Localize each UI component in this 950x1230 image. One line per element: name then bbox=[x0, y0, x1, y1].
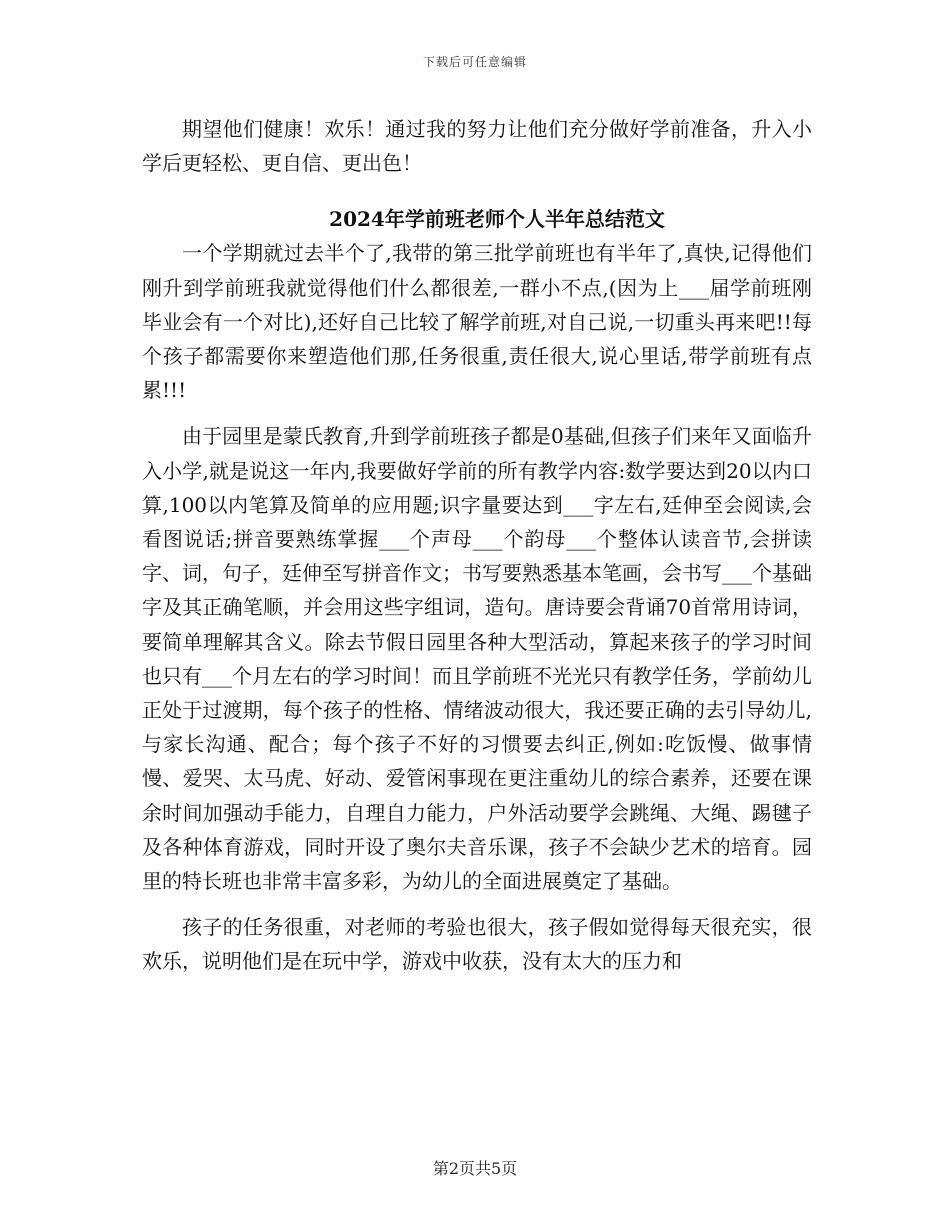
intro-paragraph: 期望他们健康！欢乐！通过我的努力让他们充分做好学前准备，升入小学后更轻松、更自信、更出色！ bbox=[142, 117, 812, 176]
paragraph-2: 由于园里是蒙氏教育,升到学前班孩子都是0基础,但孩子们来年又面临升入小学,就是说这一年内,我要做好学前的所有教学内容:数学要达到20以内口算,100以内笔算及简单的应用题;识字量要达到___字左右,廷伸至会阅读,会看图说话;拼音要熟练掌握___个声母___个韵母___个整体认读音节,会拼读字、词，句子，廷伸至写拼音作文；书写要熟悉基本笔画，会书写___个基础字及其正确笔顺，并会用这些字组词，造句。唐诗要会背诵70首常用诗词，要简单理解其含义。除去节假日园里各种大型活动，算起来孩子的学习时间也只有___个月左右的学习时间！而且学前班不光光只有教学任务，学前幼儿正处于过渡期，每个孩子的性格、情绪波动很大，我还要正确的去引导幼儿,与家长沟通、配合；每个孩子不好的习惯要去纠正,例如:吃饭慢、做事情慢、爱哭、太马虎、好动、爱管闲事现在更注重幼儿的综合素养，还要在课余时间加强动手能力，自理自力能力，户外活动要学会跳绳、大绳、踢毽子及各种体育游戏，同时开设了奥尔夫音乐课，孩子不会缺少艺术的培育。园里的特长班也非常丰富多彩，为幼儿的全面进展奠定了基础。 bbox=[142, 424, 812, 894]
page-number: 第2页共5页 bbox=[432, 1159, 518, 1178]
paragraph-1: 一个学期就过去半个了,我带的第三批学前班也有半年了,真快,记得他们刚升到学前班我就觉得他们什么都很差,一群小不点,(因为上___届学前班刚毕业会有一个对比),还好自己比较了解学前班,对自己说,一切重头再来吧!!每个孩子都需要你来塑造他们那,任务很重,责任很大,说心里话,带学前班有点累!!! bbox=[142, 241, 812, 403]
document-body bbox=[142, 112, 812, 991]
page-header: 下载后可任意编辑 bbox=[422, 55, 527, 69]
document-title: 2024年学前班老师个人半年总结范文 bbox=[329, 207, 665, 232]
paragraph-3: 孩子的任务很重，对老师的考验也很大，孩子假如觉得每天很充实，很欢乐，说明他们是在玩中学，游戏中收获，没有太大的压力和 bbox=[142, 915, 812, 974]
